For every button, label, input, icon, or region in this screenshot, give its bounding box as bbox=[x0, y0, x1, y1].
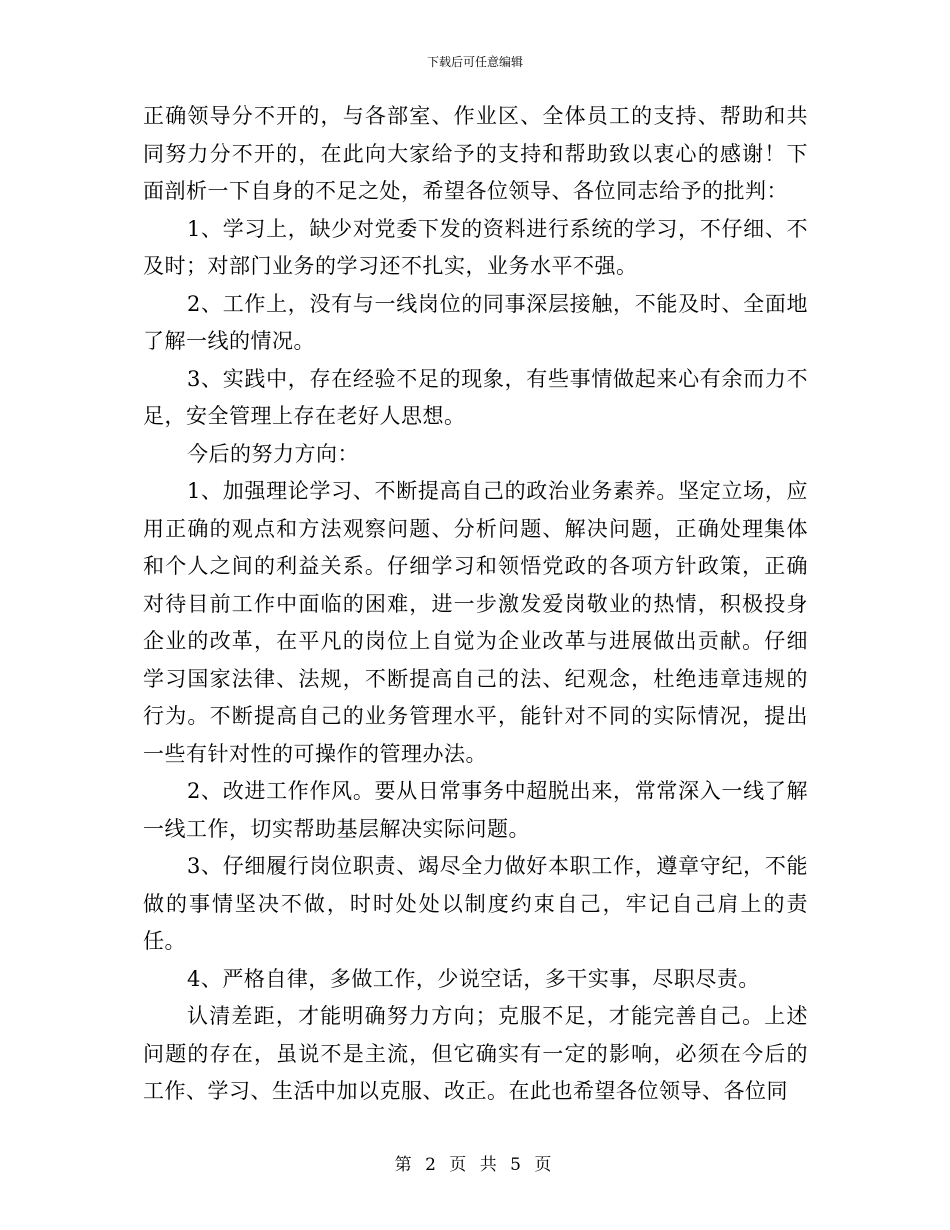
paragraph: 2、改进工作作风。要从日常事务中超脱出来，常常深入一线了解一线工作，切实帮助基层解决实际问题。 bbox=[143, 779, 808, 841]
section-heading: 今后的努力方向： bbox=[187, 441, 359, 466]
paragraph: 正确领导分不开的，与各部室、作业区、全体员工的支持、帮助和共同努力分不开的，在此向大家给予的支持和帮助致以衷心的感谢！下面剖析一下自身的不足之处，希望各位领导、各位同志给予的批判： bbox=[143, 104, 808, 203]
page-header: 下载后可任意编辑 bbox=[426, 55, 523, 69]
paragraph: 1、加强理论学习、不断提高自己的政治业务素养。坚定立场，应用正确的观点和方法观察问题、分析问题、解决问题，正确处理集体和个人之间的利益关系。仔细学习和领悟党政的各项方针政策，正确对待目前工作中面临的困难，进一步激发爱岗敬业的热情，积极投身企业的改革，在平凡的岗位上自觉为企业改革与进展做出贡献。仔细学习国家法律、法规，不断提高自己的法、纪观念，杜绝违章违规的行为。不断提高自己的业务管理水平，能针对不同的实际情况，提出一些有针对性的可操作的管理办法。 bbox=[143, 479, 808, 766]
paragraph: 3、实践中，存在经验不足的现象，有些事情做起来心有余而力不足，安全管理上存在老好人思想。 bbox=[143, 366, 808, 428]
document-body bbox=[143, 98, 808, 1111]
paragraph: 认清差距，才能明确努力方向；克服不足，才能完善自己。上述问题的存在，虽说不是主流，但它确实有一定的影响，必须在今后的工作、学习、生活中加以克服、改正。在此也希望各位领导、各位同 bbox=[143, 1004, 808, 1103]
paragraph: 4、严格自律，多做工作，少说空话，多干实事，尽职尽责。 bbox=[187, 966, 760, 991]
paragraph: 1、学习上，缺少对党委下发的资料进行系统的学习，不仔细、不及时；对部门业务的学习还不扎实，业务水平不强。 bbox=[143, 216, 808, 278]
paragraph: 2、工作上，没有与一线岗位的同事深层接触，不能及时、全面地了解一线的情况。 bbox=[143, 291, 808, 353]
paragraph: 3、仔细履行岗位职责、竭尽全力做好本职工作，遵章守纪，不能做的事情坚决不做，时时处处以制度约束自己，牢记自己肩上的责任。 bbox=[143, 854, 808, 953]
page-number-footer: 第 2 页 共 5 页 bbox=[394, 1155, 556, 1175]
